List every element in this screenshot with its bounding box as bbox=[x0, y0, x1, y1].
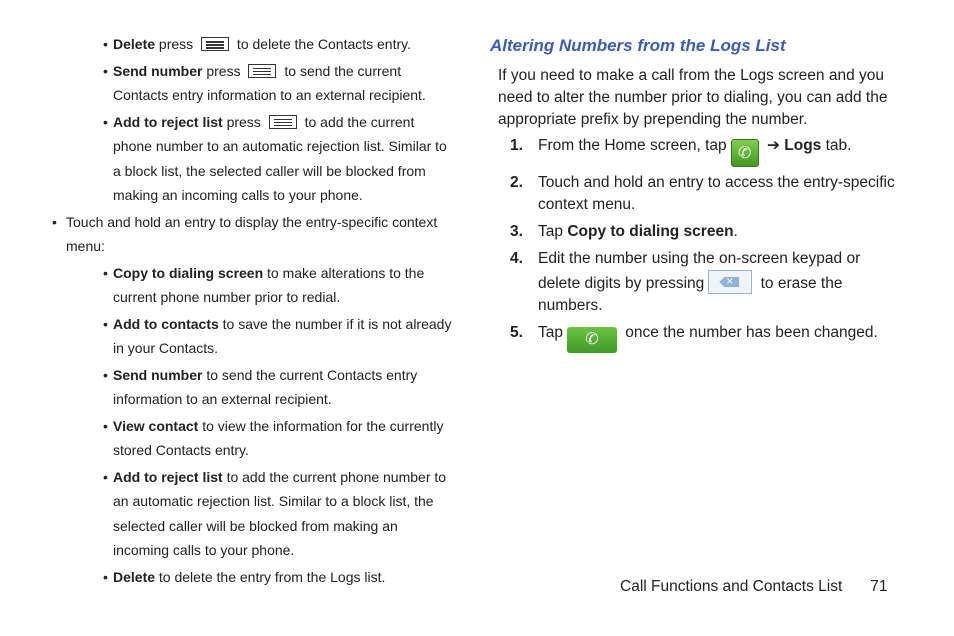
page-number: 71 bbox=[870, 578, 888, 595]
bullet-dot: • bbox=[103, 366, 108, 383]
call-icon: ✆ bbox=[567, 327, 617, 353]
bullet-dot: • bbox=[52, 213, 57, 230]
bullet-dot: • bbox=[103, 36, 108, 52]
list-item: • Delete to delete the entry from the Logs list. bbox=[104, 565, 452, 590]
footer-title: Call Functions and Contacts List bbox=[620, 578, 843, 595]
backspace-icon bbox=[708, 270, 752, 294]
menu-icon bbox=[201, 37, 229, 51]
left-column bbox=[52, 32, 452, 591]
step-item: 3. Tap Copy to dialing screen. bbox=[510, 223, 738, 240]
list-item: • Add to reject list to add the current phone number to an automatic rejection list. Similar to a block list, the selected caller will be blocked from making an incoming calls to your phone. bbox=[104, 465, 452, 563]
list-item: • Touch and hold an entry to display the entry-specific context menu: bbox=[52, 210, 452, 259]
section-title: Altering Numbers from the Logs List bbox=[490, 36, 786, 55]
bullet-dot: • bbox=[103, 417, 108, 434]
menu-icon bbox=[248, 64, 276, 78]
list-item: • Send number press to send the current Contacts entry information to an external recipient. bbox=[104, 59, 452, 108]
step-item: 1. From the Home screen, tap ✆ ➔ Logs tab. bbox=[490, 135, 900, 167]
list-item: • Add to reject list press to add the current phone number to an automatic rejection list. Similar to a block list, the selected caller will be blocked from making an incoming calls to your phone. bbox=[104, 110, 452, 208]
bullet-dot: • bbox=[103, 468, 108, 485]
step-item: 2. Touch and hold an entry to access the entry-specific context menu. bbox=[510, 174, 895, 213]
bullet-dot: • bbox=[103, 264, 108, 281]
list-item: • Delete press to delete the Contacts entry. bbox=[104, 32, 452, 57]
bullet-dot: • bbox=[103, 315, 108, 332]
step-item: 5. Tap ✆ once the number has been changed. bbox=[490, 322, 900, 353]
intro-paragraph: If you need to make a call from the Logs screen and you need to alter the number prior to dialing, you can add the appropriate prefix by prepending the number. bbox=[498, 67, 888, 128]
page-footer bbox=[620, 578, 888, 596]
menu-icon bbox=[269, 115, 297, 129]
list-item: • Add to contacts to save the number if it is not already in your Contacts. bbox=[104, 312, 452, 361]
bullet-dot: • bbox=[103, 62, 108, 79]
phone-icon: ✆ bbox=[731, 139, 759, 167]
right-column bbox=[490, 32, 900, 358]
list-item: • View contact to view the information for the currently stored Contacts entry. bbox=[104, 414, 452, 463]
list-item: • Send number to send the current Contacts entry information to an external recipient. bbox=[104, 363, 452, 412]
bullet-dot: • bbox=[103, 568, 108, 585]
list-item: • Copy to dialing screen to make alterations to the current phone number prior to redial. bbox=[104, 261, 452, 310]
bullet-dot: • bbox=[103, 113, 108, 130]
step-item: 4. Edit the number using the on-screen keypad or delete digits by pressing× to erase the numbers. bbox=[490, 248, 900, 317]
